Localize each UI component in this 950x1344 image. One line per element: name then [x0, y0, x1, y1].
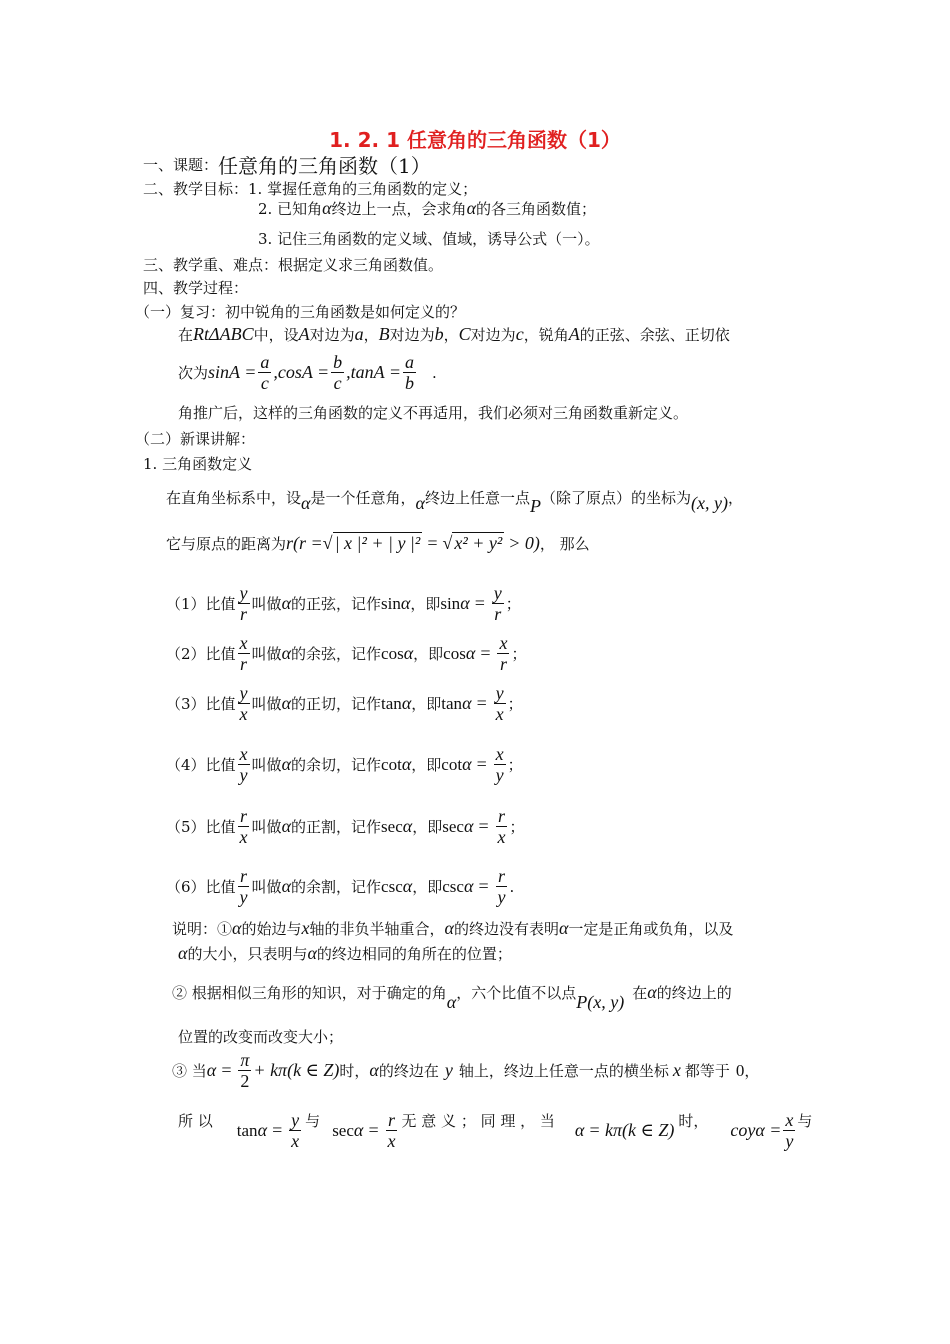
- den: x: [291, 1131, 300, 1151]
- text: ；: [505, 595, 521, 613]
- note-1-line-2: [178, 943, 512, 964]
- den: c: [260, 373, 269, 393]
- text: 叫做: [251, 878, 282, 896]
- value-fraction: [492, 583, 504, 624]
- text: 对边为: [309, 326, 355, 344]
- math-a: a: [354, 324, 364, 344]
- fn-name: cos: [443, 643, 466, 663]
- fraction-x-y: [783, 1110, 795, 1151]
- key-points: 三、教学重、难点：根据定义求三角函数值。: [143, 256, 444, 274]
- text: ，: [363, 326, 379, 344]
- num: r: [388, 1110, 396, 1130]
- goals-line: [143, 178, 477, 199]
- den: x: [387, 1131, 396, 1151]
- ratio-fraction: [238, 583, 250, 624]
- text: 的终边相同的角所在的位置；: [316, 945, 512, 963]
- text: 时，: [678, 1112, 709, 1130]
- page-title: 1. 2. 1 任意角的三角函数（1）: [329, 128, 621, 152]
- text: 的正割，记作: [291, 818, 382, 836]
- text: 的终边没有表明: [453, 920, 559, 938]
- goal-3: 3. 记住三角函数的定义域、值域，诱导公式（一）。: [258, 230, 600, 248]
- fraction-pi-2: [238, 1050, 251, 1091]
- text: ；: [507, 695, 523, 713]
- alpha: α: [400, 593, 411, 613]
- text: 的正切，记作: [291, 695, 382, 713]
- review-heading: （一）复习：初中锐角的三角函数是如何定义的？: [135, 303, 466, 321]
- text: 轴的非负半轴重合，: [309, 920, 445, 938]
- fraction-a-b: [403, 352, 416, 393]
- den: x: [497, 827, 506, 847]
- equals: =: [473, 593, 486, 613]
- ratio-fraction: [238, 806, 250, 847]
- num: x: [495, 744, 504, 764]
- fraction-y-x: [289, 1110, 301, 1151]
- text: 叫做: [251, 756, 282, 774]
- text: 的正弦，记作: [291, 595, 382, 613]
- alpha: α: [415, 493, 425, 513]
- den: y: [239, 887, 248, 907]
- den: x: [239, 827, 248, 847]
- alpha: α: [322, 198, 332, 218]
- coy-expr: coyα =: [730, 1120, 782, 1140]
- definition-row: [166, 744, 523, 785]
- alpha: α: [353, 1120, 364, 1140]
- ratio-fraction: [238, 866, 250, 907]
- alpha: α: [281, 816, 292, 836]
- den: r: [494, 604, 502, 624]
- fraction-r-x: [386, 1110, 398, 1151]
- alpha: α: [444, 918, 454, 938]
- math-x: x: [301, 918, 310, 938]
- sqrt-abs: | x |² + | y |²: [334, 533, 421, 553]
- definition-row: [166, 806, 525, 847]
- text: ，: [443, 326, 459, 344]
- equals: =: [220, 1060, 233, 1080]
- alpha: α: [402, 876, 413, 896]
- ratio-fraction: [238, 744, 250, 785]
- definition-row: [166, 583, 521, 624]
- text: 的余切，记作: [291, 756, 382, 774]
- num: b: [333, 352, 343, 372]
- alpha: α: [401, 754, 412, 774]
- den: r: [240, 654, 248, 674]
- text: ，六个比值不以点: [456, 984, 577, 1002]
- alpha: α: [281, 876, 292, 896]
- den: y: [239, 765, 248, 785]
- zero: 0: [735, 1060, 745, 1080]
- alpha: α: [463, 876, 474, 896]
- text: ，即: [411, 756, 442, 774]
- num: y: [495, 683, 504, 703]
- text: ，即: [412, 818, 443, 836]
- text: 对边为: [389, 326, 435, 344]
- goal-1: 1. 掌握任意角的三角函数的定义；: [248, 180, 478, 198]
- alpha: α: [301, 493, 311, 513]
- text: ，: [727, 489, 743, 507]
- text: 轴上，终边上任意一点的横坐标: [458, 1062, 669, 1080]
- fn-tan: tan: [236, 1120, 258, 1140]
- review-line-1: [178, 324, 730, 345]
- alpha: α: [446, 992, 457, 1012]
- text: 的终边上的: [656, 984, 732, 1002]
- fraction-a-c: [258, 352, 271, 393]
- num: y: [239, 683, 248, 703]
- text: 在直角坐标系中，设: [166, 489, 302, 507]
- equals: =: [426, 532, 439, 553]
- text: 叫做: [251, 645, 282, 663]
- text: ，即: [413, 645, 444, 663]
- text: ；: [507, 756, 523, 774]
- text: ，: [744, 1062, 760, 1080]
- positive: > 0): [508, 532, 540, 553]
- period: .: [431, 363, 437, 382]
- value-fraction: [496, 866, 508, 907]
- text: （4）比值: [166, 756, 236, 774]
- math-c: c: [515, 324, 524, 344]
- note-3-cont: [178, 1110, 812, 1151]
- fn-name: sin: [440, 593, 461, 613]
- text: 的始边与: [241, 920, 302, 938]
- text: （1）比值: [166, 595, 236, 613]
- num: x: [239, 744, 248, 764]
- note-2-line-2: 位置的改变而改变大小；: [178, 1028, 344, 1046]
- text: 叫做: [251, 695, 282, 713]
- alpha: α: [281, 643, 292, 663]
- text: （6）比值: [166, 878, 236, 896]
- alpha: α: [206, 1060, 217, 1080]
- definition-intro: [166, 478, 743, 517]
- text: 的余割，记作: [291, 878, 382, 896]
- num: y: [493, 583, 502, 603]
- text: （3）比值: [166, 695, 236, 713]
- alpha: α: [463, 816, 474, 836]
- topic-label: 一、课题：: [143, 156, 219, 174]
- point-P: P: [529, 496, 541, 516]
- den: y: [495, 765, 504, 785]
- alpha: α: [403, 643, 414, 663]
- num: r: [240, 866, 248, 886]
- text: ，锐角: [523, 326, 569, 344]
- text: 说明：①: [172, 920, 233, 938]
- point-Pxy: P(x, y): [576, 992, 625, 1012]
- math-y: y: [444, 1060, 453, 1080]
- den: r: [240, 604, 248, 624]
- fn-name: sec: [442, 816, 464, 836]
- fn-name: cot: [441, 754, 463, 774]
- fn-sec: sec: [332, 1120, 354, 1140]
- text: .: [509, 877, 515, 896]
- text: ，即: [410, 595, 441, 613]
- distance-line: 它与原点的距离为 r(r = √ | x |² + | y |² = √ x² + y² > 0) ， 那么: [166, 532, 590, 553]
- text: 的大小，只表明与: [187, 945, 308, 963]
- text: ；: [509, 818, 525, 836]
- math-x: x: [672, 1060, 681, 1080]
- equals: =: [477, 816, 490, 836]
- num: a: [404, 352, 414, 372]
- text: ，即: [412, 878, 443, 896]
- text: 一定是正角或负角，以及: [568, 920, 734, 938]
- alpha: α: [307, 943, 317, 963]
- fn-name: csc: [381, 876, 403, 896]
- math-b: b: [434, 324, 444, 344]
- fn-name: sec: [381, 816, 403, 836]
- alpha: α: [558, 918, 569, 938]
- equals: =: [477, 876, 490, 896]
- alpha: α: [466, 198, 477, 218]
- definition-row: [166, 866, 514, 907]
- alpha: α: [402, 816, 413, 836]
- text: 与: [797, 1112, 813, 1130]
- value-fraction: [494, 683, 506, 724]
- text: （除了原点）的坐标为: [540, 489, 691, 507]
- num: a: [260, 352, 270, 372]
- text: ② 根据相似三角形的知识，对于确定的角: [172, 984, 447, 1002]
- alpha: α: [281, 693, 292, 713]
- den: c: [333, 373, 342, 393]
- text: （2）比值: [166, 645, 236, 663]
- text: 次为: [178, 364, 209, 382]
- alpha: α: [647, 982, 657, 1002]
- equals: =: [271, 1120, 284, 1140]
- k-pi-expr: + kπ(k ∈ Z): [253, 1060, 340, 1080]
- fn-name: sin: [381, 593, 401, 613]
- den: y: [497, 887, 506, 907]
- ratio-fraction: [238, 683, 250, 724]
- math-C: C: [458, 324, 471, 344]
- text: ③ 当: [172, 1062, 207, 1080]
- text: 对边为: [470, 326, 516, 344]
- cosA-label: ,cosA =: [273, 362, 330, 382]
- den: b: [404, 373, 414, 393]
- num: π: [240, 1050, 250, 1070]
- text: ， 那么: [539, 534, 590, 553]
- num: r: [498, 806, 506, 826]
- alpha: α: [232, 918, 242, 938]
- text: 都等于: [684, 1062, 730, 1080]
- alpha: α: [460, 593, 470, 613]
- fraction-b-c: [331, 352, 344, 393]
- text: 在: [632, 984, 648, 1002]
- text: 中，设: [253, 326, 299, 344]
- text: 与: [305, 1112, 321, 1130]
- math-B: B: [378, 324, 390, 344]
- review-line-2: [178, 352, 437, 393]
- num: y: [291, 1110, 300, 1130]
- alpha: α: [574, 1120, 585, 1140]
- k-pi-expr: = kπ(k ∈ Z): [588, 1120, 675, 1140]
- alpha: α: [462, 754, 472, 774]
- subsection-1: 1. 三角函数定义: [143, 455, 253, 473]
- alpha: α: [178, 943, 188, 963]
- definition-row: [166, 633, 526, 674]
- num: x: [239, 633, 248, 653]
- alpha: α: [462, 693, 472, 713]
- text: 在: [178, 326, 194, 344]
- ratio-fraction: [238, 633, 250, 674]
- fn-name: cot: [381, 754, 402, 774]
- note-2-line-1: [172, 972, 732, 1013]
- text: 的终边在: [378, 1062, 439, 1080]
- den: x: [239, 704, 248, 724]
- alpha: α: [465, 643, 476, 663]
- alpha: α: [257, 1120, 268, 1140]
- num: y: [239, 583, 248, 603]
- num: x: [499, 633, 508, 653]
- fn-name: cos: [381, 643, 404, 663]
- goals-label: 二、教学目标：: [143, 180, 249, 198]
- point-xy: (x, y): [690, 493, 728, 513]
- equals: =: [479, 643, 492, 663]
- alpha: α: [401, 693, 412, 713]
- math-A: A: [568, 324, 580, 344]
- value-fraction: [496, 806, 508, 847]
- value-fraction: [497, 633, 509, 674]
- definition-row: [166, 683, 523, 724]
- text: 叫做: [251, 818, 282, 836]
- equals: =: [475, 693, 488, 713]
- den: 2: [240, 1071, 250, 1091]
- process-heading: 四、教学过程：: [143, 279, 249, 297]
- newlesson-heading: （二）新课讲解：: [135, 430, 256, 448]
- math-A: A: [298, 324, 310, 344]
- note-1-line-1: [172, 918, 733, 939]
- sinA-label: sinA =: [208, 362, 257, 382]
- num: r: [240, 806, 248, 826]
- tanA-label: ,tanA =: [346, 362, 401, 382]
- text: 叫做: [251, 595, 282, 613]
- text: 是一个任意角，: [310, 489, 416, 507]
- goal-2-c: 的各三角函数值；: [476, 200, 597, 218]
- note-3: [172, 1050, 759, 1091]
- goal-2: [258, 198, 596, 219]
- alpha: α: [281, 754, 292, 774]
- text: 的余弦，记作: [291, 645, 382, 663]
- equals: =: [367, 1120, 380, 1140]
- den: y: [785, 1131, 794, 1151]
- text: （5）比值: [166, 818, 236, 836]
- goal-2-a: 2. 已知角: [258, 200, 323, 218]
- alpha: α: [369, 1060, 379, 1080]
- text: ；: [511, 645, 527, 663]
- goal-2-b: 终边上一点，会求角: [331, 200, 467, 218]
- value-fraction: [494, 744, 506, 785]
- num: r: [498, 866, 506, 886]
- fn-name: tan: [441, 693, 463, 713]
- text: 的正弦、余弦、正切依: [579, 326, 730, 344]
- triangle-symbol: RtΔABC: [193, 324, 254, 344]
- r-expr: r(r =: [286, 532, 323, 553]
- alpha: α: [281, 593, 292, 613]
- num: x: [785, 1110, 794, 1130]
- text: 它与原点的距离为: [166, 534, 287, 553]
- den: x: [495, 704, 504, 724]
- topic-text: 任意角的三角函数（1）: [218, 154, 431, 178]
- equals: =: [475, 754, 488, 774]
- sqrt-sum: x² + y²: [454, 533, 503, 553]
- den: r: [499, 654, 507, 674]
- text: 所 以: [178, 1112, 213, 1130]
- text: 终边上任意一点: [424, 489, 530, 507]
- review-line-3: 角推广后，这样的三角函数的定义不再适用，我们必须对三角函数重新定义。: [178, 404, 689, 422]
- fn-name: tan: [381, 693, 402, 713]
- fn-name: csc: [442, 876, 464, 896]
- text: ，即: [411, 695, 442, 713]
- text: 无 意 义 ； 同 理 ， 当: [401, 1112, 555, 1130]
- topic-line: [143, 150, 431, 179]
- text: 时，: [339, 1062, 370, 1080]
